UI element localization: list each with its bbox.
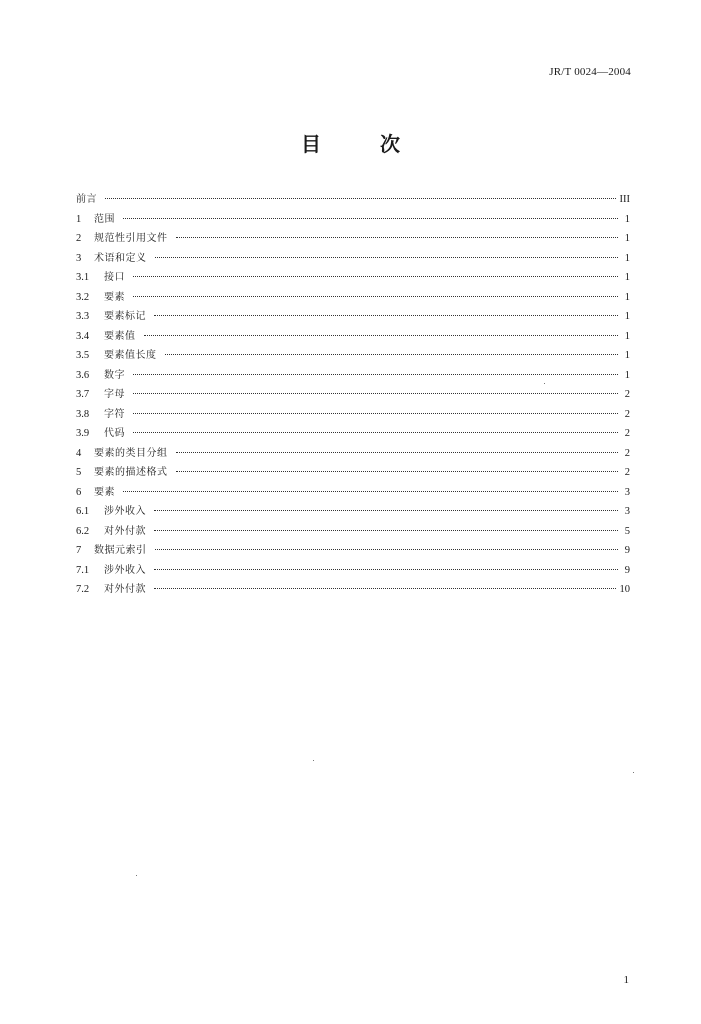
toc-entry-page: 1	[624, 233, 630, 244]
scan-speck	[313, 760, 314, 761]
toc-entry[interactable]	[76, 385, 630, 405]
scan-speck	[544, 383, 545, 384]
scan-speck	[136, 875, 137, 876]
toc-entry-label: 接口	[104, 272, 125, 283]
toc-entry[interactable]	[76, 307, 630, 327]
toc-entry[interactable]	[76, 483, 630, 503]
toc-entry-number: 3	[76, 252, 82, 264]
toc-entry[interactable]	[76, 561, 630, 581]
toc-entry-label: 字符	[104, 408, 125, 420]
toc-entry[interactable]	[76, 190, 630, 210]
toc-entry-label: 要素标记	[104, 311, 146, 322]
toc-entry-page: 1	[624, 311, 630, 322]
toc-entry[interactable]	[76, 366, 630, 386]
toc-entry-page: 9	[624, 564, 630, 576]
dot-leader	[154, 315, 618, 316]
toc-entry-number: 3.8	[76, 408, 90, 420]
toc-entry-page: 1	[624, 369, 630, 381]
toc-entry[interactable]	[76, 424, 630, 444]
toc-entry-label: 字母	[104, 389, 125, 400]
toc-entry-page: 1	[624, 291, 630, 303]
toc-entry-label: 对外付款	[104, 525, 146, 537]
toc-entry[interactable]	[76, 502, 630, 522]
toc-entry-number: 3.7	[76, 389, 90, 400]
dot-leader	[176, 452, 619, 453]
dot-leader	[123, 491, 618, 492]
toc-entry-number: 7	[76, 545, 82, 556]
toc-entry-number: 3.2	[76, 291, 90, 303]
dot-leader	[165, 354, 619, 355]
toc-entry[interactable]	[76, 288, 630, 308]
toc-entry-number: 3.5	[76, 350, 90, 361]
dot-leader	[154, 530, 618, 531]
dot-leader	[133, 393, 618, 394]
toc-entry[interactable]	[76, 327, 630, 347]
toc-entry-label: 前言	[76, 194, 97, 205]
toc-entry[interactable]	[76, 210, 630, 230]
toc-entry-page: 2	[624, 428, 630, 439]
toc-entry-number: 4	[76, 447, 82, 459]
toc-entry-label: 对外付款	[104, 584, 146, 595]
toc-entry-label: 要素值长度	[104, 350, 157, 361]
toc-entry-page: 1	[624, 330, 630, 342]
toc-entry-page: 2	[624, 408, 630, 420]
toc-entry-label: 范围	[94, 213, 115, 225]
toc-entry[interactable]	[76, 346, 630, 366]
toc-entry-label: 数据元索引	[94, 545, 147, 556]
toc-entry-number: 5	[76, 467, 82, 478]
toc-entry-label: 涉外收入	[104, 506, 146, 517]
toc-entry-label: 涉外收入	[104, 564, 146, 576]
dot-leader	[176, 237, 619, 238]
toc-entry[interactable]	[76, 463, 630, 483]
scan-speck	[633, 772, 634, 773]
toc-entry-number: 7.2	[76, 584, 90, 595]
dot-leader	[105, 198, 616, 199]
toc-entry-page: 2	[624, 447, 630, 459]
toc-entry[interactable]	[76, 580, 630, 600]
page-number: 1	[623, 974, 629, 986]
toc-entry-page: 3	[624, 506, 630, 517]
toc-entry-label: 要素值	[104, 330, 136, 342]
toc-entry-number: 3.4	[76, 330, 90, 342]
toc-entry-number: 3.1	[76, 272, 90, 283]
dot-leader	[154, 510, 618, 511]
toc-entry-number: 3.3	[76, 311, 90, 322]
toc-entry-number: 2	[76, 233, 82, 244]
toc-entry-label: 代码	[104, 428, 125, 439]
toc-entry-page: 10	[619, 584, 630, 595]
document-code: JR/T 0024—2004	[549, 66, 631, 78]
toc-entry-number: 6.1	[76, 506, 90, 517]
dot-leader	[155, 549, 619, 550]
toc-entry[interactable]	[76, 229, 630, 249]
dot-leader	[176, 471, 619, 472]
toc-entry-number: 6.2	[76, 525, 90, 537]
toc-entry-page: 2	[624, 467, 630, 478]
toc-entry-number: 6	[76, 486, 82, 498]
dot-leader	[144, 335, 619, 336]
toc-entry-page: 1	[624, 272, 630, 283]
toc-entry-number: 3.9	[76, 428, 90, 439]
toc-entry-number: 3.6	[76, 369, 90, 381]
table-of-contents	[76, 190, 630, 600]
dot-leader	[133, 432, 618, 433]
dot-leader	[154, 588, 616, 589]
toc-entry[interactable]	[76, 522, 630, 542]
toc-entry-page: 2	[624, 389, 630, 400]
toc-entry-label: 数字	[104, 369, 125, 381]
dot-leader	[155, 257, 619, 258]
toc-entry-page: 5	[624, 525, 630, 537]
toc-entry[interactable]	[76, 405, 630, 425]
dot-leader	[133, 374, 618, 375]
toc-entry-label: 要素的描述格式	[94, 467, 168, 478]
toc-entry-label: 术语和定义	[94, 252, 147, 264]
toc-entry-label: 要素	[94, 486, 115, 498]
toc-entry-page: 1	[624, 252, 630, 264]
toc-entry-page: 3	[624, 486, 630, 498]
toc-entry-page: 1	[624, 213, 630, 225]
dot-leader	[133, 413, 618, 414]
toc-entry-page: 9	[624, 545, 630, 556]
toc-entry-page: 1	[624, 350, 630, 361]
page-title: 目 次	[301, 132, 426, 156]
toc-entry-label: 要素	[104, 291, 125, 303]
toc-entry-page: III	[619, 194, 630, 205]
toc-entry[interactable]	[76, 249, 630, 269]
toc-entry[interactable]	[76, 444, 630, 464]
dot-leader	[133, 296, 618, 297]
toc-entry[interactable]	[76, 268, 630, 288]
dot-leader	[154, 569, 618, 570]
toc-entry-label: 规范性引用文件	[94, 233, 168, 244]
dot-leader	[133, 276, 618, 277]
toc-entry-label: 要素的类目分组	[94, 447, 168, 459]
toc-entry[interactable]	[76, 541, 630, 561]
dot-leader	[123, 218, 618, 219]
toc-entry-number: 1	[76, 213, 82, 225]
toc-entry-number: 7.1	[76, 564, 90, 576]
